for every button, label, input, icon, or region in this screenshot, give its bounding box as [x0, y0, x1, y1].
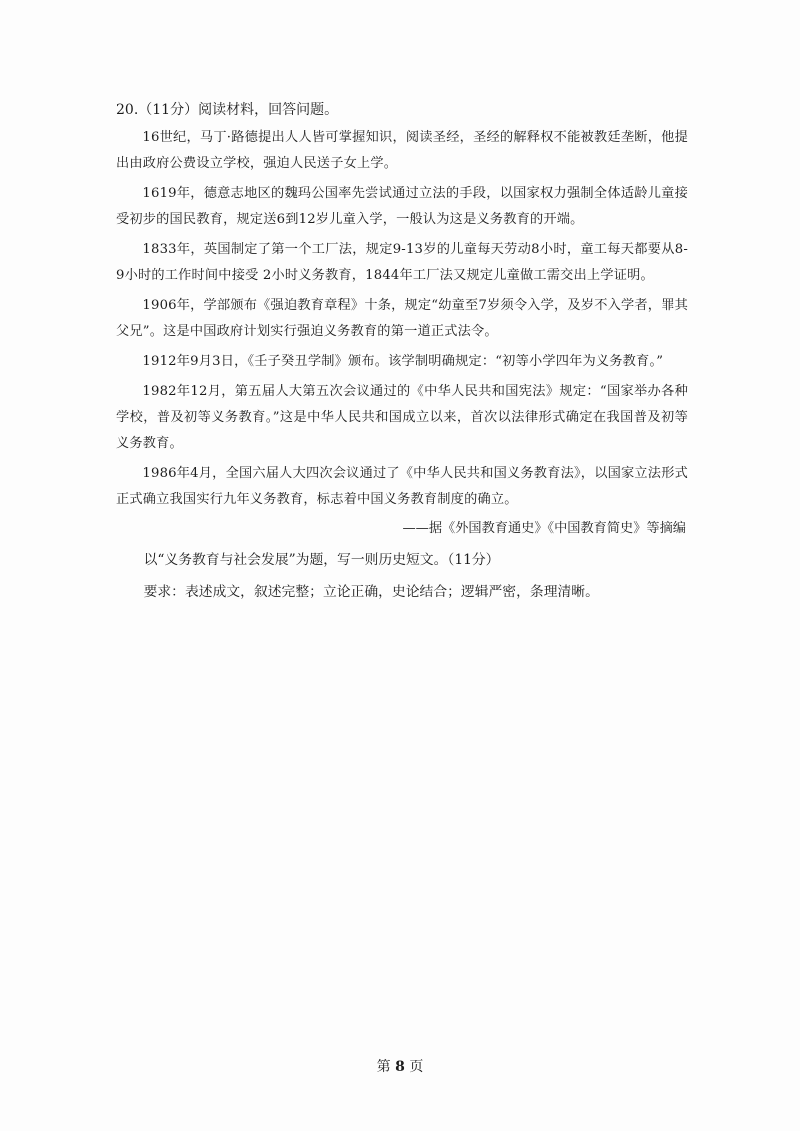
material-paragraph: 1912年9月3日，《壬子癸丑学制》颁布。该学制明确规定：“初等小学四年为义务教育。” [142, 354, 664, 369]
page-footer [0, 1057, 800, 1077]
material-paragraph: 1986年4月，全国六届人大四次会议通过了《中华人民共和国义务教育法》，以国家立法形式正式确立我国实行九年义务教育，标志着中国义务教育制度的确立。 [116, 466, 688, 507]
page-number: 8 [395, 1059, 405, 1075]
question-20 [116, 97, 688, 607]
material-paragraph: 16世纪，马丁·路德提出人人皆可掌握知识，阅读圣经，圣经的解释权不能被教廷垄断，他提出由政府公费设立学校，强迫人民送子女上学。 [116, 130, 688, 171]
material-paragraph: 1619年，德意志地区的魏玛公国率先尝试通过立法的手段，以国家权力强制全体适龄儿童接受初步的国民教育，规定送6到12岁儿童入学，一般认为这是义务教育的开端。 [116, 186, 688, 227]
material-source: ——据《外国教育通史》《中国教育简史》等摘编 [402, 521, 686, 536]
question-requirements: 要求：表述成文，叙述完整；立论正确，史论结合；逻辑严密，条理清晰。 [143, 584, 599, 600]
material-paragraph: 1906年，学部颁布《强迫教育章程》十条，规定“幼童至7岁须令入学，及岁不入学者，罪其父兄”。这是中国政府计划实行强迫义务教育的第一道正式法令。 [116, 298, 688, 339]
material-paragraph: 1982年12月，第五届人大第五次会议通过的《中华人民共和国宪法》规定：“国家举办各种学校，普及初等义务教育。”这是中华人民共和国成立以来，首次以法律形式确定在我国普及初等义务教育。 [116, 384, 688, 451]
question-task: 以“义务教育与社会发展”为题，写一则历史短文。（11分） [143, 552, 500, 568]
material-paragraph: 1833年，英国制定了第一个工厂法，规定9-13岁的儿童每天劳动8小时，童工每天都要从8-9小时的工作时间中接受 2小时义务教育，1844年工厂法又规定儿童做工需交出上学证明。 [116, 242, 688, 283]
question-header: 20.（11分）阅读材料，回答问题。 [116, 102, 339, 118]
footer-suffix: 页 [409, 1059, 424, 1075]
material-section [116, 125, 688, 541]
footer-prefix: 第 [376, 1059, 391, 1075]
